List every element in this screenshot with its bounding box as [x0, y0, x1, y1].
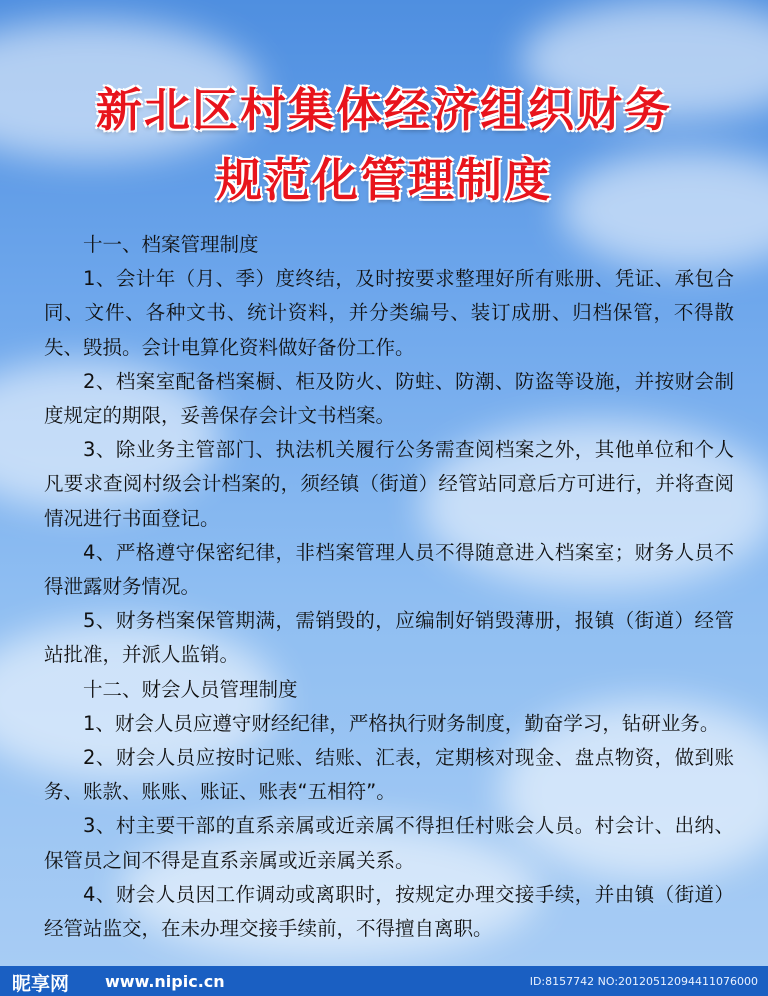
paragraph: 3、村主要干部的直系亲属或近亲属不得担任村账会人员。村会计、出纳、保管员之间不得是直系亲属或近亲属关系。: [44, 814, 734, 872]
paragraph: 1、财会人员应遵守财经纪律，严格执行财务制度，勤奋学习，钻研业务。: [83, 711, 720, 735]
paragraph: 4、严格遵守保密纪律，非档案管理人员不得随意进入档案室；财务人员不得泄露财务情况。: [44, 540, 734, 599]
paragraph: 5、财务档案保管期满，需销毁的，应编制好销毁薄册，报镇（街道）经管站批准，并派人监销。: [44, 609, 734, 667]
paragraph: 3、除业务主管部门、执法机关履行公务需查阅档案之外，其他单位和个人凡要求查阅村级会计档案的，须经镇（街道）经管站同意后方可进行，并将查阅情况进行书面登记。: [44, 438, 734, 530]
watermark-logo: 昵享网: [12, 973, 70, 995]
title-line-2: 规范化管理制度: [216, 153, 552, 207]
paragraph: 1、会计年（月、季）度终结，及时按要求整理好所有账册、凭证、承包合同、文件、各种文书、统计资料，并分类编号、装订成册、归档保管，不得散失、毁损。会计电算化资料做好备份工作。: [44, 267, 734, 359]
paragraph: 2、财会人员应按时记账、结账、汇表，定期核对现金、盘点物资，做到账务、账款、账账、账证、账表“五相符”。: [44, 746, 734, 804]
watermark-id: ID:8157742 NO:20120512094411076000: [529, 975, 758, 988]
section-heading: 十一、档案管理制度: [83, 233, 259, 256]
watermark-url: www.nipic.cn: [105, 972, 225, 991]
regulation-body: [44, 228, 734, 946]
watermark-bar: [0, 966, 768, 996]
paragraph: 2、档案室配备档案橱、柜及防火、防蛀、防潮、防盗等设施，并按财会制度规定的期限，妥善保存会计文书档案。: [44, 369, 734, 428]
title-line-1: 新北区村集体经济组织财务: [96, 83, 672, 137]
section-heading: 十二、财会人员管理制度: [83, 677, 298, 701]
paragraph: 4、财会人员因工作调动或离职时，按规定办理交接手续，并由镇（街道）经管站监交，在未办理交接手续前，不得擅自离职。: [44, 882, 734, 941]
